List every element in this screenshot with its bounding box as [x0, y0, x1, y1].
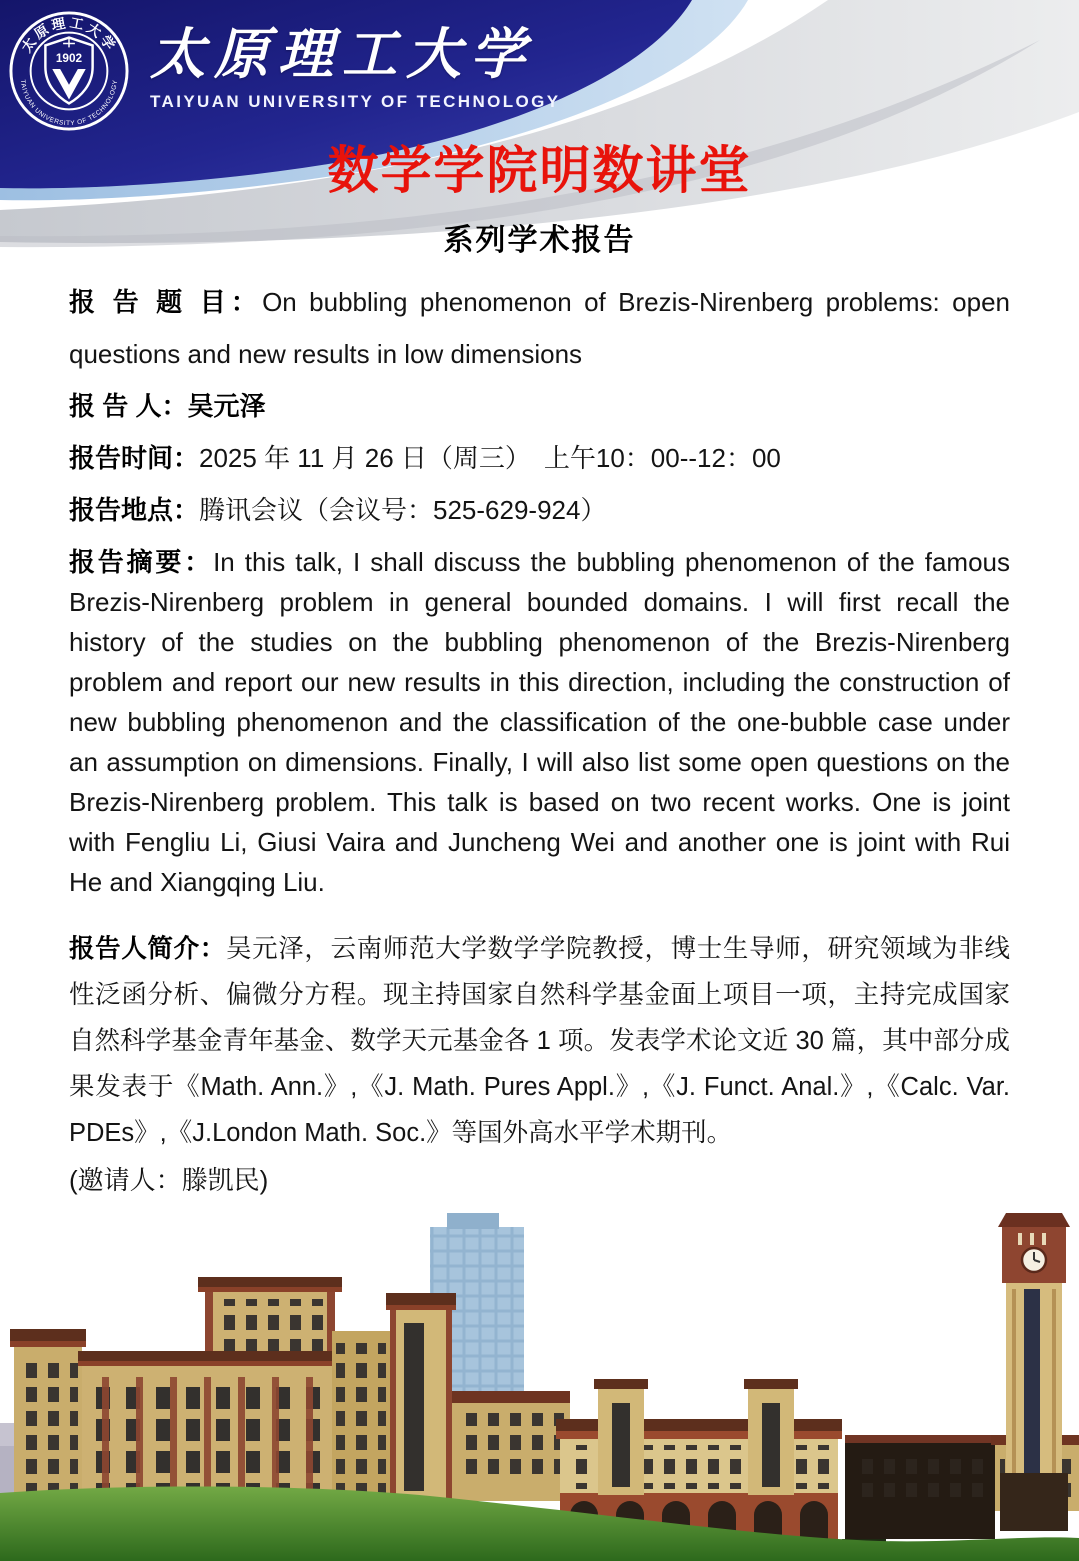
university-brand: [8, 10, 561, 132]
speaker-name: 吴元泽: [187, 391, 266, 421]
left-academic-building: [10, 1277, 456, 1523]
seal-year: 1902: [55, 51, 83, 66]
abstract-paragraph: [69, 542, 1010, 902]
clock-tower: [998, 1213, 1070, 1531]
abstract-label: 报告摘要：: [69, 547, 214, 577]
inviter-line: (邀请人：滕凯民): [69, 1165, 269, 1195]
venue-line: [69, 484, 1010, 536]
poster-title: 数学学院明数讲堂: [327, 142, 752, 199]
bio-text: 吴元泽，云南师范大学数学学院教授，博士生导师，研究领域为非线性泛函分析、偏微分方程。现主持国家自然科学基金面上项目一项，主持完成国家自然科学基金青年基金、数学天元基金各 1 项。发表学术论文近 30 篇，其中部分成果发表于《Math. Ann.》,《J. Math. Pures Appl.》,《J. Funct. Anal.》,《Calc. Var. PDEs》,《J.London Math. Soc.》等国外高水平学术期刊。: [69, 935, 1010, 1147]
announcement-body: [69, 222, 1010, 1200]
campus-photo: [0, 1191, 1079, 1561]
series-subtitle: 系列学术报告: [443, 224, 636, 257]
svg-text:TAIYUAN UNIVERSITY OF TECHNOLO: TAIYUAN UNIVERSITY OF TECHNOLOGY: [18, 79, 120, 128]
university-names: [150, 10, 561, 112]
svg-text:太原理工大学: 太原理工大学: [18, 15, 120, 56]
time-value: 2025 年 11 月 26 日（周三） 上午10：00--12：00: [199, 443, 781, 473]
speaker-label: 报 告 人：: [69, 391, 188, 421]
university-name-cn: 太原理工大学: [150, 23, 535, 85]
report-title-label: 报 告 题 目：: [69, 287, 263, 317]
university-name-en: TAIYUAN UNIVERSITY OF TECHNOLOGY: [150, 92, 561, 111]
shadowed-building: [845, 1435, 995, 1539]
venue-label: 报告地点：: [69, 495, 200, 525]
time-label: 报告时间：: [69, 443, 200, 473]
connecting-wing: [452, 1391, 570, 1501]
speaker-bio-paragraph: [69, 926, 1010, 1156]
speaker-line: [69, 380, 1010, 432]
report-title-line: [69, 276, 1010, 380]
bio-label: 报告人简介：: [69, 935, 226, 963]
university-seal-icon: [8, 10, 130, 132]
venue-value: 腾讯会议（会议号：525-629-924）: [199, 495, 607, 525]
report-title-value: On bubbling phenomenon of Brezis-Nirenberg problems: open questions and new results in low dimensions: [69, 287, 1011, 369]
time-line: [69, 432, 1010, 484]
abstract-text: In this talk, I shall discuss the bubbling phenomenon of the famous Brezis-Nirenberg problem in general bounded domains. I will first recall the history of the studies on the bubbling phenomenon of the Brezis-Nirenberg problem and report our new results in this direction, including the construction of new bubbling phenomenon and the classification of the one-bubble case under an assumption on dimensions. Finally, I will also list some open questions on the Brezis-Nirenberg problem. This talk is based on two recent works. One is joint with Fengliu Li, Giusi Vaira and Juncheng Wei and another one is joint with Rui He and Xiangqing Liu.: [69, 547, 1010, 897]
